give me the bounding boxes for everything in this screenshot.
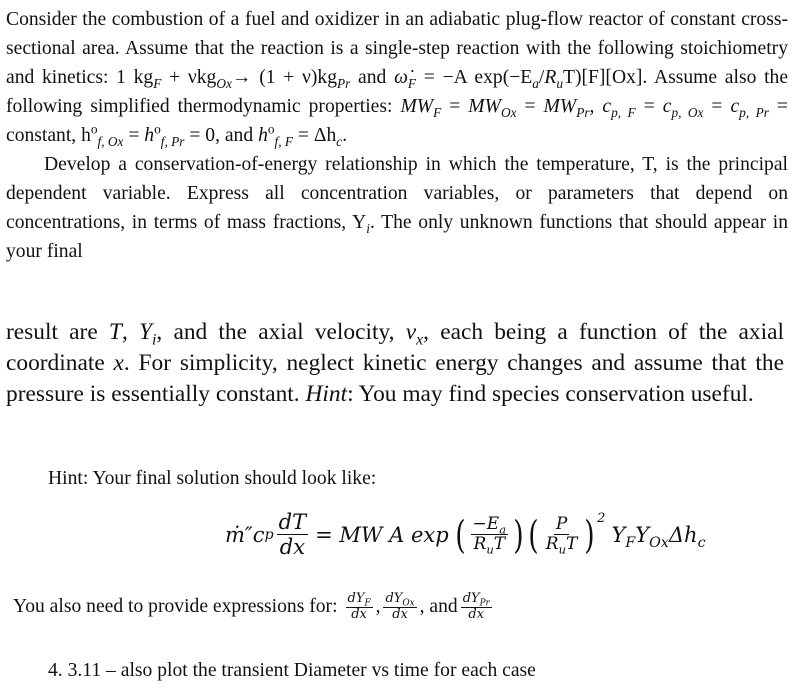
target-equation: ṁ″c p $\frac{dT}{dx}$ = MW A exp ( $\frac{-E_a}{R_uT}$ ) ( $\frac{P}{R_uT}$ ) $^2$ $Y_FY_{Ox}\Delta h_c$ — [225, 510, 706, 560]
dT-dx-fraction: $\frac{dT}{dx}$ — [278, 510, 307, 560]
hint-line: Hint: Your final solution should look like: — [48, 468, 377, 489]
problem-continuation: result are T, $Y_i$, and the axial velocity, $v_x$, each being a function of the axial coordinate x. For simplicity, neglect kinetic energy changes and assume that the pressure is essentially constant. Hint: You may find species conservation useful. — [6, 319, 785, 407]
problem-paragraph: Consider the combustion of a fuel and oxidizer in an adiabatic plug-flow reactor of constant cross-sectional area. Assume that the reaction is a single-step reaction with the following stoichiometry and kinetics: 1 $kg_F + \nu kg_{Ox}\to (1 + \nu)kg_{Pr}$ and $\omegȧ_F = -A$ $\exp(-E_a/R_uT)[F][Ox]$. Assume also the following simplified thermodynamic properties: $MW_F = MW_{Ox} = MW_{Pr}$, $c_{p, F} = c_{p, Ox} = c_{p, Pr}$ = constant, $h^o_{f, Ox} = h^o_{f, Pr} = 0$, and $h^o_{f, F} = \Delta h_c$. Develop a conservation-of-energy relationship in which the temperature, T, is the principal dependent variable. Express all concentration variables, or parameters that depend on concentrations, in terms of mass fractions, $Y_i$. The only unknown functions that should appear in your final — [6, 9, 789, 262]
item-4: 4. 3.11 – also plot the transient Diameter vs time for each case — [48, 660, 536, 681]
need-expressions-line: You also need to provide expressions for: $\frac{dY_F}{dx}$ , $\frac{dY_{Ox}}{dx}$ , and $\frac{dY_{Pr}}{dx}$ — [13, 591, 490, 622]
